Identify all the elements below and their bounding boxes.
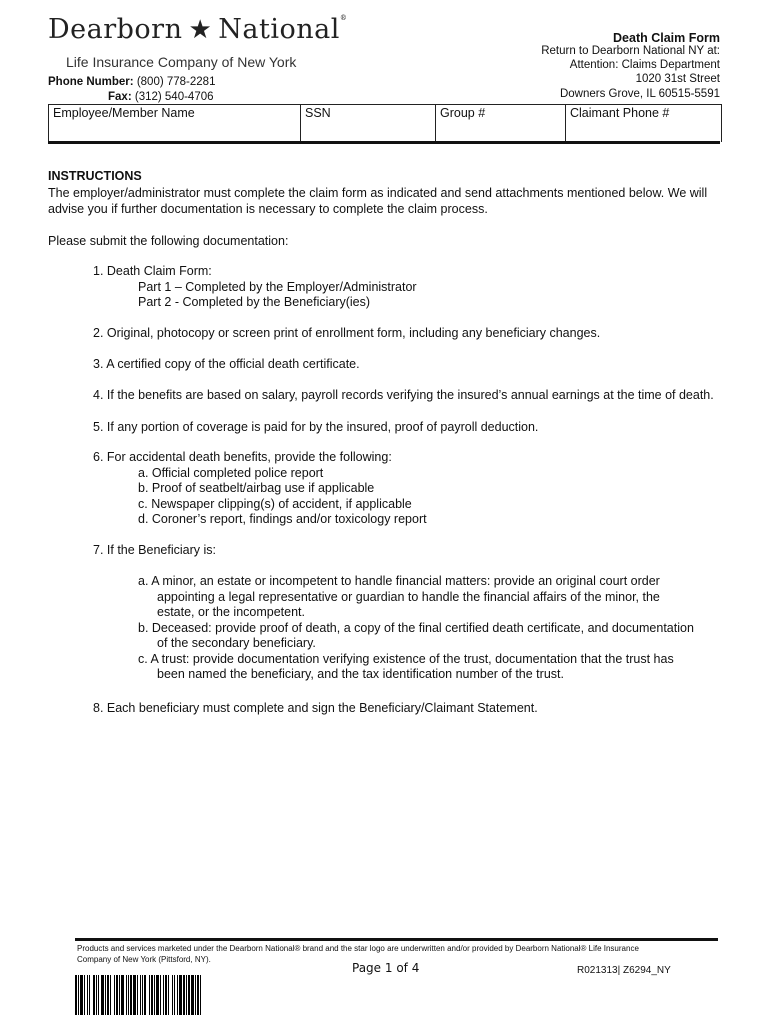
company-subtitle: Life Insurance Company of New York <box>66 54 297 70</box>
return-address-line: 1020 31st Street <box>635 73 720 85</box>
intro-text: The employer/administrator must complete the claim form as indicated and send attachments mentioned below. We will <box>48 186 708 200</box>
list-item: 1. Death Claim Form: <box>93 264 212 278</box>
intro-text: advise you if further documentation is necessary to complete the claim process. <box>48 202 488 216</box>
footer-disclaimer: Company of New York (Pittsford, NY). <box>77 955 211 964</box>
list-subitem: a. Official completed police report <box>138 466 324 480</box>
ssn-field[interactable]: SSN <box>301 105 436 142</box>
list-item: 6. For accidental death benefits, provide the following: <box>93 450 392 464</box>
list-subitem: Part 1 – Completed by the Employer/Administrator <box>138 280 417 294</box>
star-logo-icon: ★ <box>188 15 213 45</box>
fax-number: (312) 540-4706 <box>134 91 214 103</box>
claimant-phone-field[interactable]: Claimant Phone # <box>570 106 670 120</box>
list-subitem: b. Proof of seatbelt/airbag use if applicable <box>138 481 375 495</box>
form-code: R021313| Z6294_NY <box>577 965 671 976</box>
footer-divider <box>75 938 718 941</box>
divider <box>48 141 720 144</box>
company-logo: Dearborn ★ National® <box>48 14 348 45</box>
list-subitem: d. Coroner’s report, findings and/or toxicology report <box>138 512 427 526</box>
list-item: 8. Each beneficiary must complete and sign the Beneficiary/Claimant Statement. <box>93 701 538 715</box>
list-subitem-cont: been named the beneficiary, and the tax identification number of the trust. <box>157 667 564 681</box>
member-info-table <box>48 104 722 142</box>
list-subitem: Part 2 - Completed by the Beneficiary(ies) <box>138 295 371 309</box>
footer-disclaimer: Products and services marketed under the Dearborn National® brand and the star logo are underwritten and/or provided by Dearborn National® Life Insurance <box>77 944 639 953</box>
list-subitem: c. Newspaper clipping(s) of accident, if applicable <box>138 497 412 511</box>
list-item: 4. If the benefits are based on salary, payroll records verifying the insured’s annual earnings at the time of death. <box>93 388 714 402</box>
list-subitem: b. Deceased: provide proof of death, a copy of the final certified death certificate, and documentation <box>138 621 694 635</box>
return-address-line: Return to Dearborn National NY at: <box>541 45 720 57</box>
list-subitem-cont: estate, or the incompetent. <box>157 605 306 619</box>
instructions-heading: INSTRUCTIONS <box>48 169 142 183</box>
phone-line <box>48 76 215 88</box>
group-number-field[interactable]: Group # <box>436 105 566 142</box>
submit-text: Please submit the following documentation: <box>48 234 289 248</box>
list-subitem-cont: appointing a legal representative or guardian to handle the financial affairs of the minor, the <box>157 590 660 604</box>
fax-label: Fax: <box>108 91 132 103</box>
list-subitem-cont: of the secondary beneficiary. <box>157 636 316 650</box>
phone-label: Phone Number: <box>48 76 134 88</box>
page-number: Page 1 of 4 <box>352 961 420 975</box>
list-subitem: a. A minor, an estate or incompetent to handle financial matters: provide an original court order <box>138 574 660 588</box>
logo-text: National <box>218 14 340 45</box>
list-item: 5. If any portion of coverage is paid for by the insured, proof of payroll deduction. <box>93 420 539 434</box>
fax-line <box>108 91 214 103</box>
logo-text: Dearborn <box>48 14 183 45</box>
list-item: 2. Original, photocopy or screen print of enrollment form, including any beneficiary changes. <box>93 326 601 340</box>
phone-number: (800) 778-2281 <box>136 76 216 88</box>
barcode-bar <box>201 975 203 1015</box>
employee-name-field[interactable]: Employee/Member Name <box>49 105 301 142</box>
return-address-line: Attention: Claims Department <box>569 59 720 71</box>
form-title: Death Claim Form <box>613 31 720 45</box>
return-address-line: Downers Grove, IL 60515-5591 <box>559 88 720 100</box>
barcode <box>75 975 203 1015</box>
list-subitem: c. A trust: provide documentation verifying existence of the trust, documentation that the trust has <box>138 652 674 666</box>
list-item: 3. A certified copy of the official death certificate. <box>93 357 360 371</box>
list-item: 7. If the Beneficiary is: <box>93 543 216 557</box>
